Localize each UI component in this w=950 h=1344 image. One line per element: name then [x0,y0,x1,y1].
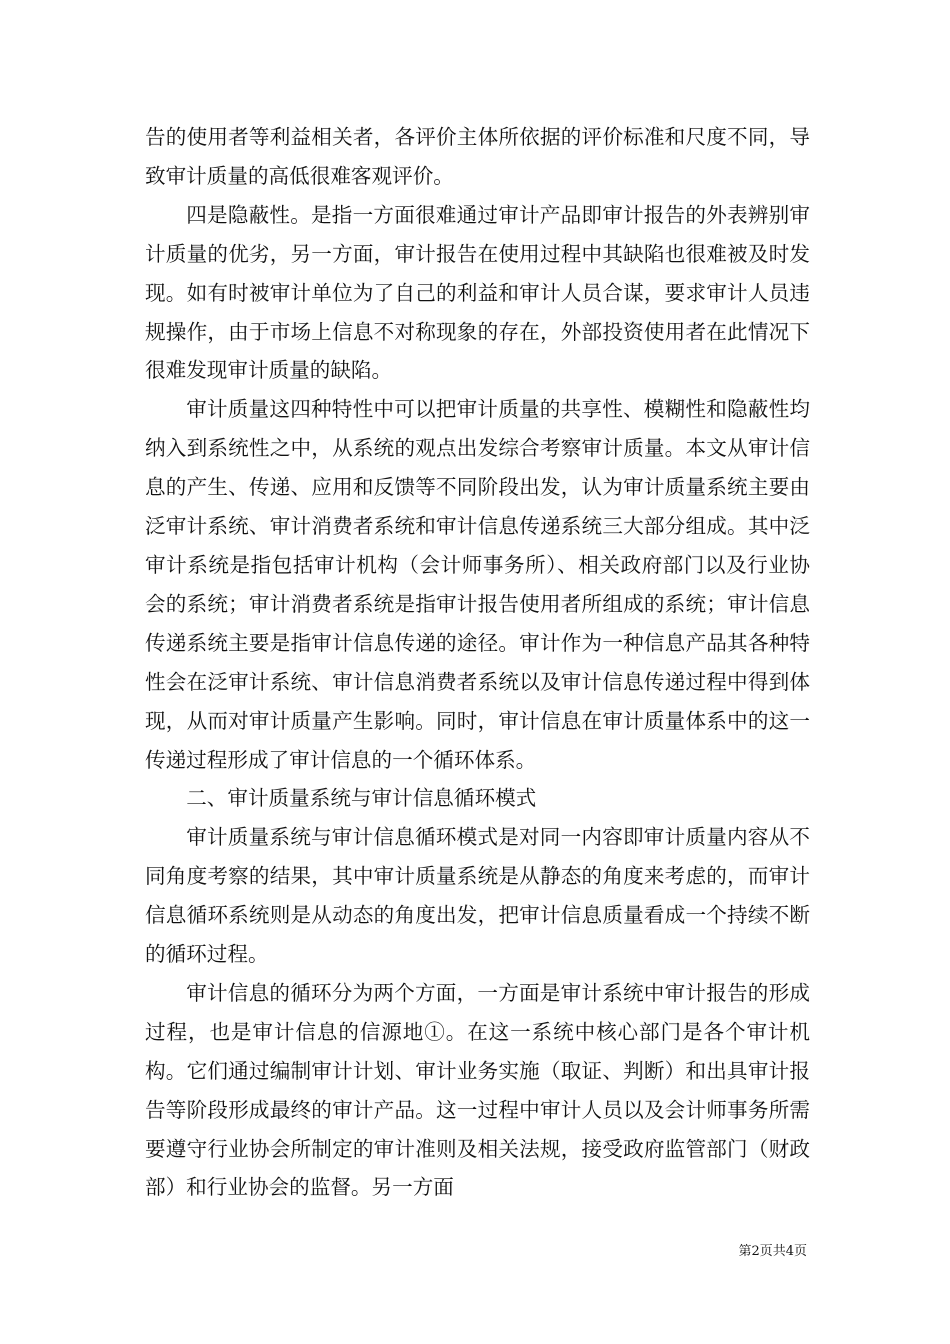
paragraph-quality-system: 审计质量这四种特性中可以把审计质量的共享性、模糊性和隐蔽性均纳入到系统性之中，从系统的观点出发综合考察审计质量。本文从审计信息的产生、传递、应用和反馈等不同阶段出发，认为审计质量系统主要由泛审计系统、审计消费者系统和审计信息传递系统三大部分组成。其中泛审计系统是指包括审计机构（会计师事务所）、相关政府部门以及行业协会的系统；审计消费者系统是指审计报告使用者所组成的系统；审计信息传递系统主要是指审计信息传递的途径。审计作为一种信息产品其各种特性会在泛审计系统、审计信息消费者系统以及审计信息传递过程中得到体现，从而对审计质量产生影响。同时，审计信息在审计质量体系中的这一传递过程形成了审计信息的一个循环体系。 [145,397,810,772]
paragraph-concealment: 四是隐蔽性。是指一方面很难通过审计产品即审计报告的外表辨别审计质量的优劣，另一方面，审计报告在使用过程中其缺陷也很难被及时发现。如有时被审计单位为了自己的利益和审计人员合谋，要求审计人员违规操作，由于市场上信息不对称现象的存在，外部投资使用者在此情况下很难发现审计质量的缺陷。 [145,202,810,383]
paragraph-continued: 告的使用者等利益相关者，各评价主体所依据的评价标准和尺度不同，导致审计质量的高低很难客观评价。 [145,125,810,188]
section-heading: 二、审计质量系统与审计信息循环模式 [186,786,537,811]
paragraph-circulation-mode: 审计质量系统与审计信息循环模式是对同一内容即审计质量内容从不同角度考察的结果，其中审计质量系统是从静态的角度来考虑的，而审计信息循环系统则是从动态的角度出发，把审计信息质量看成一个持续不断的循环过程。 [145,825,810,967]
paragraph-circulation-aspects: 审计信息的循环分为两个方面，一方面是审计系统中审计报告的形成过程，也是审计信息的信源地①。在这一系统中核心部门是各个审计机构。它们通过编制审计计划、审计业务实施（取证、判断）和出具审计报告等阶段形成最终的审计产品。这一过程中审计人员以及会计师事务所需要遵守行业协会所制定的审计准则及相关法规，接受政府监管部门（财政部）和行业协会的监督。另一方面 [145,980,810,1200]
page-number: 第2页共4页 [738,1244,807,1259]
document-body [145,118,810,1207]
